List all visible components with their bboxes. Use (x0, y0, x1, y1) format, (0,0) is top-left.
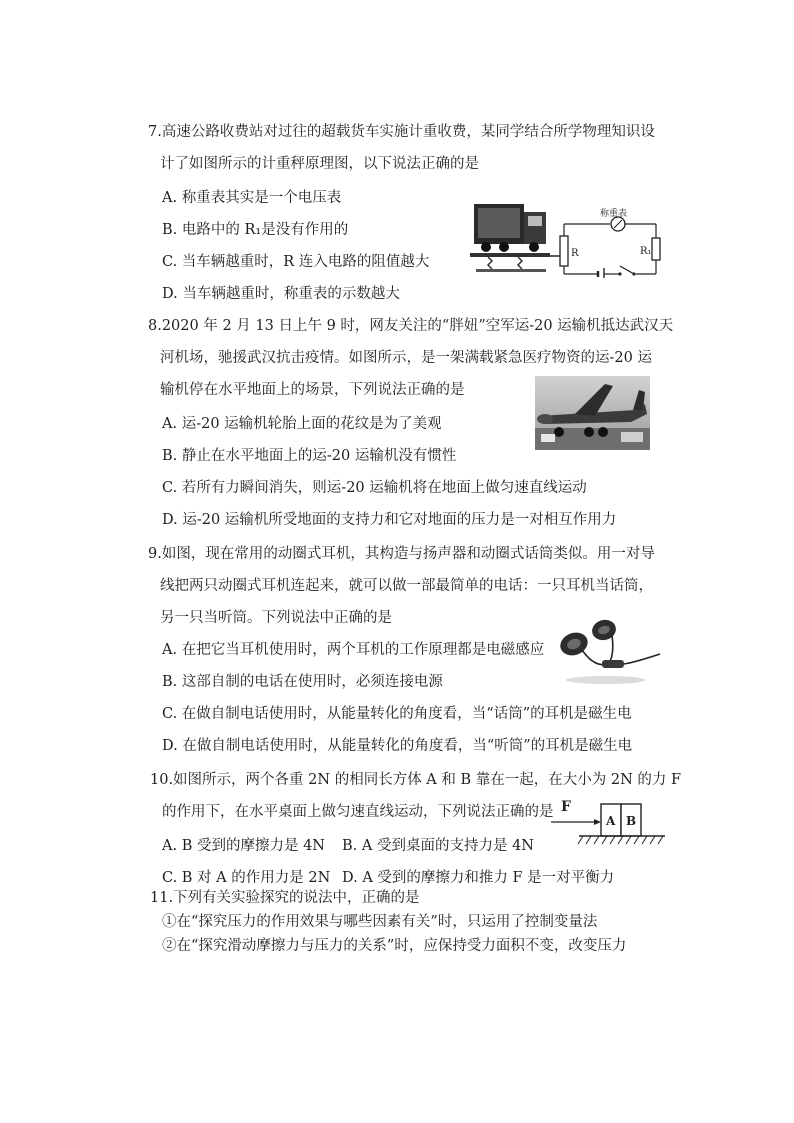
q9-option-b: B. 这部自制的电话在使用时，必须连接电源 (162, 674, 443, 690)
q10-option-c: C. B 对 A 的作用力是 2N (162, 870, 331, 886)
q7-stem-line1: 7.高速公路收费站对过往的超载货车实施计重收费，某同学结合所学物理知识设 (148, 124, 655, 140)
q10-stem-line1: 10.如图所示，两个各重 2N 的相同长方体 A 和 B 靠在一起，在大小为 2N 的力 F (150, 772, 682, 788)
q8-aircraft-photo (535, 376, 650, 450)
q7-option-c: C. 当车辆越重时，R 连入电路的阻值越大 (162, 254, 430, 270)
force-f-label: F (561, 799, 571, 815)
meter-label: 称重表 (600, 209, 628, 219)
q8-option-b: B. 静止在水平地面上的运-20 运输机没有惯性 (162, 448, 457, 464)
q7-option-b: B. 电路中的 R₁是没有作用的 (162, 222, 349, 238)
spring-icon (488, 257, 522, 269)
q8-stem-line3: 输机停在水平地面上的场景，下列说法正确的是 (160, 382, 465, 398)
q9-option-d: D. 在做自制电话使用时，从能量转化的角度看，当“听筒”的耳机是磁生电 (162, 738, 633, 754)
resistor-r-label: R (571, 248, 579, 259)
q8-option-d: D. 运-20 运输机所受地面的支持力和它对地面的压力是一对相互作用力 (162, 512, 617, 528)
hatching (578, 836, 663, 844)
q10-option-d: D. A 受到的摩擦力和推力 F 是一对平衡力 (342, 870, 615, 886)
q8-stem-line2: 河机场，驰援武汉抗击疫情。如图所示，是一架满载紧急医疗物资的运-20 运 (160, 350, 652, 366)
q9-option-c: C. 在做自制电话使用时，从能量转化的角度看，当“话筒”的耳机是磁生电 (162, 706, 632, 722)
q8-option-c: C. 若所有力瞬间消失，则运-20 运输机将在地面上做匀速直线运动 (162, 480, 587, 496)
q10-blocks-figure (545, 794, 667, 850)
resistor-r1-label: R₁ (640, 246, 652, 257)
q10-option-b: B. A 受到桌面的支持力是 4N (342, 838, 534, 854)
truck-icon (474, 204, 546, 252)
q7-weighing-circuit-figure (468, 198, 668, 278)
q9-earphones-photo (552, 614, 662, 686)
earphone-icon (557, 617, 618, 659)
q11-item-1: ①在“探究压力的作用效果与哪些因素有关”时，只运用了控制变量法 (162, 914, 598, 930)
scale-platform (470, 253, 550, 257)
q9-stem-line1: 9.如图，现在常用的动圈式耳机，其构造与扬声器和动圈式话筒类似。用一对导 (148, 546, 655, 562)
q9-stem-line2: 线把两只动圈式耳机连起来，就可以做一部最简单的电话：一只耳机当话筒， (160, 578, 653, 594)
q9-option-a: A. 在把它当耳机使用时，两个耳机的工作原理都是电磁感应 (162, 642, 545, 658)
resistor-r1 (652, 238, 660, 260)
q7-stem-line2: 计了如图所示的计重秤原理图，以下说法正确的是 (160, 156, 479, 172)
earphone-remote (602, 660, 624, 668)
q10-stem-line2: 的作用下，在水平桌面上做匀速直线运动，下列说法正确的是 (162, 804, 554, 820)
q11-item-2: ②在“探究滑动摩擦力与压力的关系”时，应保持受力面积不变，改变压力 (162, 938, 627, 954)
q8-stem-line1: 8.2020 年 2 月 13 日上午 9 时，网友关注的“胖妞”空军运-20 运输机抵达武汉天 (148, 318, 674, 334)
q7-option-d: D. 当车辆越重时，称重表的示数越大 (162, 286, 400, 302)
block-b-label: B (626, 814, 637, 828)
q11-stem: 11.下列有关实验探究的说法中，正确的是 (150, 890, 420, 906)
q8-option-a: A. 运-20 运输机轮胎上面的花纹是为了美观 (162, 416, 442, 432)
q10-option-a: A. B 受到的摩擦力是 4N (162, 838, 325, 854)
q9-stem-line3: 另一只当听筒。下列说法中正确的是 (160, 610, 392, 626)
switch-icon (620, 266, 634, 274)
resistor-r (560, 236, 568, 266)
block-a-label: A (606, 814, 616, 828)
q7-option-a: A. 称重表其实是一个电压表 (162, 190, 342, 206)
